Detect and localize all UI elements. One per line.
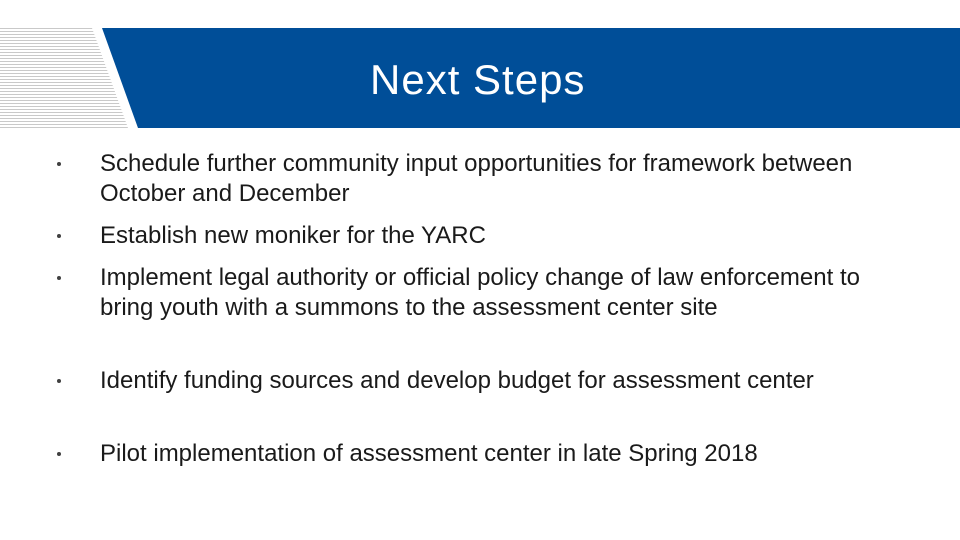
bullet-dot-icon — [57, 276, 61, 280]
bullet-text: Establish new moniker for the YARC — [100, 222, 486, 249]
bullet-dot-icon — [57, 162, 61, 166]
bullet-item — [100, 221, 900, 251]
bullet-dot-icon — [57, 452, 61, 456]
bullet-dot-icon — [57, 234, 61, 238]
bullet-text: Pilot implementation of assessment center in late Spring 2018 — [100, 440, 758, 467]
bullet-text: Schedule further community input opportunities for framework between October and December — [100, 150, 853, 207]
bullet-item — [100, 263, 900, 323]
bullet-dot-icon — [57, 379, 61, 383]
bullet-text: Implement legal authority or official policy change of law enforcement to bring youth with a summons to the assessment center site — [100, 264, 860, 321]
bullet-item — [100, 149, 900, 209]
bullet-item — [100, 439, 900, 469]
bullet-item — [100, 366, 900, 396]
bullet-text: Identify funding sources and develop budget for assessment center — [100, 367, 814, 394]
slide-title: Next Steps — [370, 56, 586, 103]
